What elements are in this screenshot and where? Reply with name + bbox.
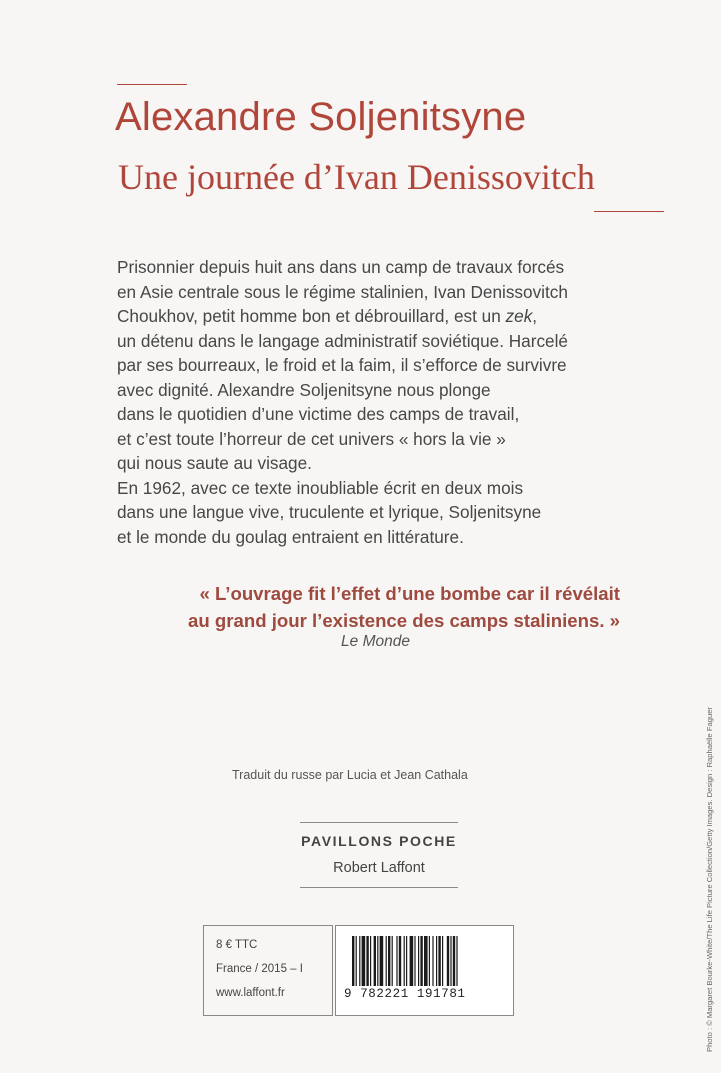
website-label: www.laffont.fr: [216, 987, 285, 999]
title-underline-rule: [594, 211, 664, 212]
barcode-bar: [418, 936, 419, 986]
country-edition-label: France / 2015 – I: [216, 963, 303, 975]
price-label: 8 € TTC: [216, 939, 258, 951]
barcode-bar: [429, 936, 430, 986]
barcode-bar: [399, 936, 401, 986]
publisher-name: Robert Laffont: [333, 860, 425, 876]
barcode-bar: [447, 936, 449, 986]
barcode-bar: [436, 936, 437, 986]
blurb-line: En 1962, avec ce texte inoubliable écrit en deux mois: [117, 477, 524, 498]
isbn-number: 9 782221 191781: [344, 987, 466, 1001]
photo-design-credit: Photo : © Margaret Bourke-White/The Life Picture Collection/Getty Images. Design : Raphaëlle Faguer: [705, 707, 714, 1052]
barcode-bar: [359, 936, 360, 986]
top-rule: [117, 84, 187, 85]
price-box: [203, 925, 333, 1016]
barcode-bar: [366, 936, 368, 986]
barcode-box: [335, 925, 514, 1016]
barcode-bar: [356, 936, 357, 986]
barcode-graphic: [352, 936, 498, 986]
author-name: Alexandre Soljenitsyne: [115, 95, 527, 139]
blurb-line: en Asie centrale sous le régime stalinien, Ivan Denissovitch: [117, 281, 568, 302]
barcode-bar: [406, 936, 407, 986]
barcode-bar: [370, 936, 371, 986]
blurb-line: avec dignité. Alexandre Soljenitsyne nous plonge: [117, 379, 491, 400]
barcode-bar: [374, 936, 376, 986]
barcode-bar: [453, 936, 455, 986]
blurb-line: [117, 304, 617, 329]
barcode-bar: [396, 936, 397, 986]
barcode-bar: [424, 936, 428, 986]
publisher-rule: [300, 887, 458, 888]
barcode-bar: [377, 936, 378, 986]
barcode-bar: [352, 936, 354, 986]
translator-credit: Traduit du russe par Lucia et Jean Cathala: [232, 768, 468, 782]
collection-rule: [300, 822, 458, 823]
blurb-line: qui nous saute au visage.: [117, 453, 312, 473]
barcode-bar: [414, 936, 415, 986]
blurb-line: dans le quotidien d’une victime des camps de travail,: [117, 404, 520, 424]
barcode-bar: [386, 936, 387, 986]
blurb-line: Prisonnier depuis huit ans dans un camp de travaux forcés: [117, 257, 565, 277]
blurb-line: et le monde du goulag entraient en littérature.: [117, 526, 464, 547]
book-title: Une journée d’Ivan Denissovitch: [118, 157, 595, 197]
barcode-bar: [362, 936, 366, 986]
barcode-bar: [388, 936, 390, 986]
barcode-bar: [450, 936, 451, 986]
back-cover-blurb: [117, 255, 617, 549]
barcode-bar: [442, 936, 443, 986]
blurb-line: un détenu dans le langage administratif soviétique. Harcelé: [117, 330, 568, 351]
barcode-bar: [432, 936, 433, 986]
blurb-emphasis-suffix: ,: [532, 306, 538, 326]
blurb-emphasis: zek: [505, 306, 533, 326]
collection-name: PAVILLONS POCHE: [301, 833, 457, 849]
barcode-bar: [420, 936, 422, 986]
blurb-line: dans une langue vive, truculente et lyrique, Soljenitsyne: [117, 502, 542, 522]
barcode-bar: [404, 936, 405, 986]
barcode-bar: [438, 936, 440, 986]
barcode-bar: [456, 936, 457, 986]
barcode-bar: [410, 936, 414, 986]
blurb-line: par ses bourreaux, le froid et la faim, il s’efforce de survivre: [117, 355, 567, 375]
quote-line: au grand jour l’existence des camps staliniens. »: [188, 610, 620, 631]
blurb-line: et c’est toute l’horreur de cet univers « hors la vie »: [117, 428, 506, 449]
quote-source: Le Monde: [341, 633, 410, 650]
quote-line: « L’ouvrage fit l’effet d’une bombe car il révélait: [199, 583, 620, 604]
barcode-bar: [392, 936, 393, 986]
barcode-bar: [380, 936, 384, 986]
press-quote: [160, 580, 620, 634]
blurb-line-text: Choukhov, petit homme bon et débrouillard, est un: [117, 306, 506, 326]
